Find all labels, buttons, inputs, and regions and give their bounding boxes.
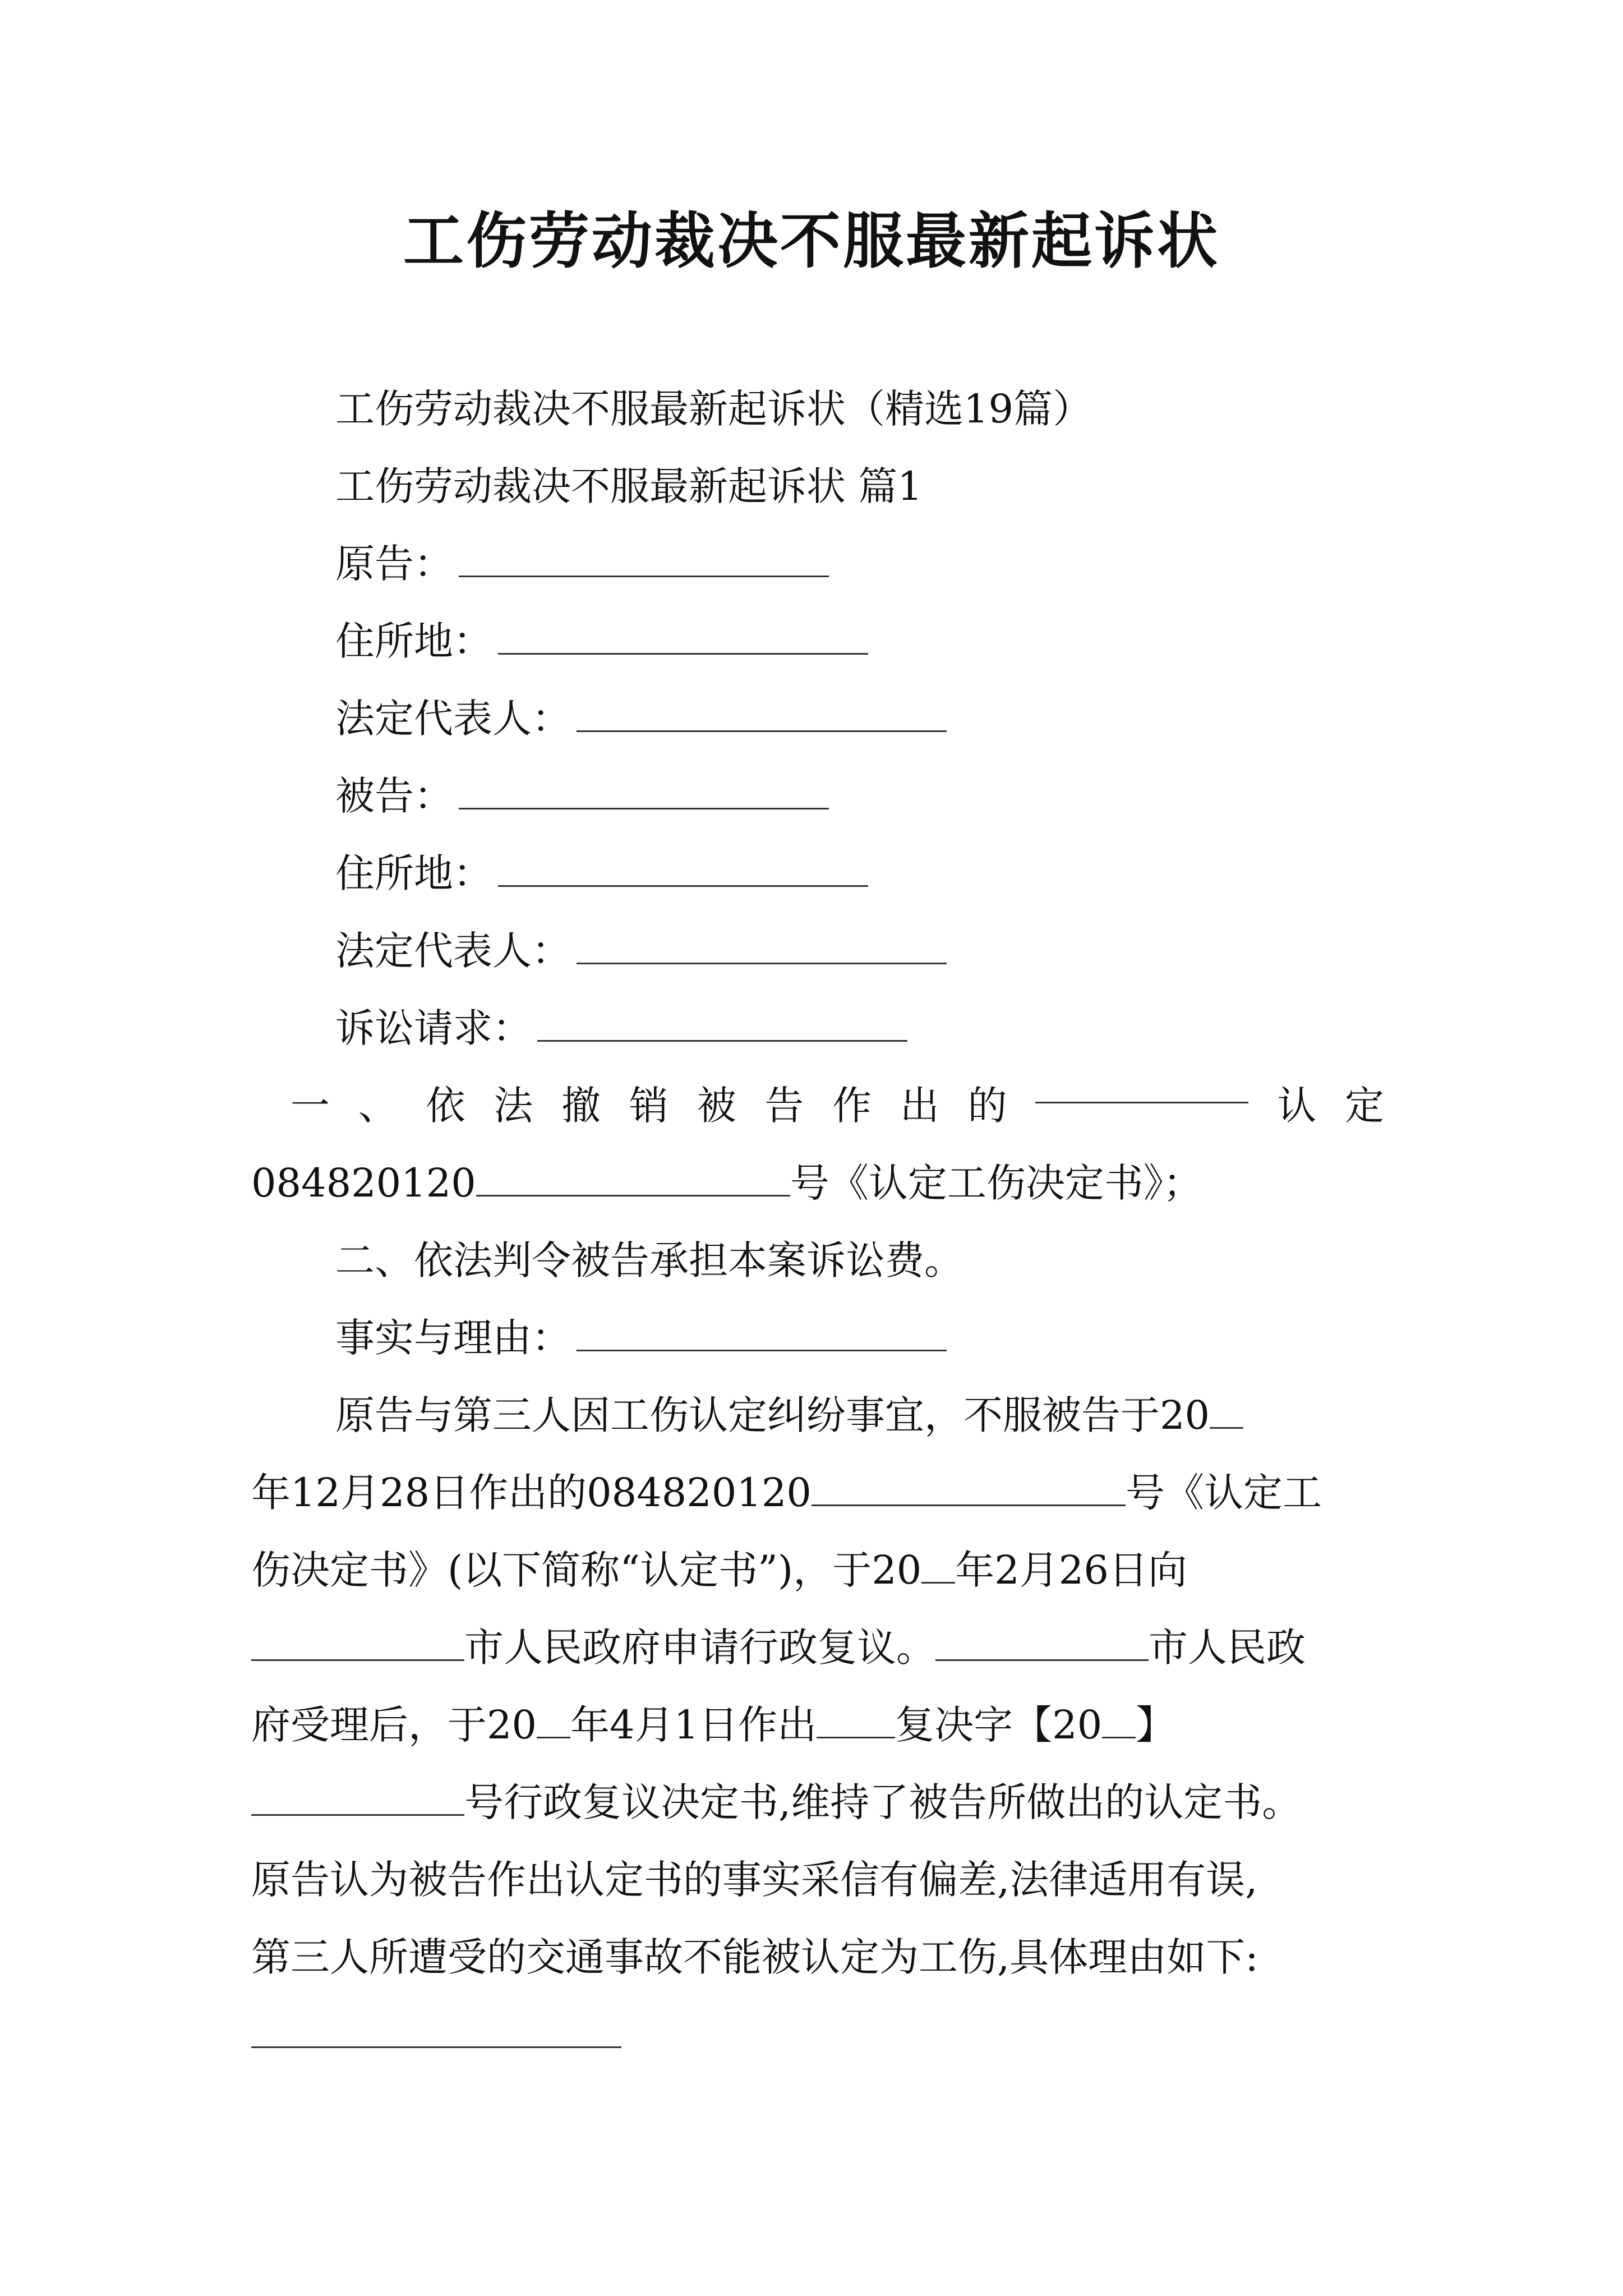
- defendant-rep-line: [251, 912, 1384, 990]
- claim1-continued: [251, 1144, 1384, 1222]
- para-text: 府受理后，于20: [251, 1702, 537, 1748]
- plaintiff-address-blank: [498, 618, 868, 655]
- claim1-char: 销: [629, 1083, 668, 1129]
- para-line-5: [251, 1686, 1384, 1764]
- claim1-char: 一: [291, 1083, 330, 1129]
- claim1-char: 作: [832, 1083, 872, 1129]
- defendant-address-label: 住所地：: [335, 850, 492, 896]
- plaintiff-blank: [459, 541, 829, 577]
- para-line-8: 第三人所遭受的交通事故不能被认定为工伤,具体理由如下:: [251, 1934, 1258, 1980]
- claim1-char: 出: [900, 1083, 939, 1129]
- prefix-blank: [817, 1702, 895, 1738]
- defendant-blank: [459, 773, 829, 809]
- claim1-char: 的: [967, 1083, 1007, 1129]
- para-text: 号行政复议决定书,维持了被告所做出的认定书。: [464, 1779, 1302, 1825]
- claim1-char: 撤: [561, 1083, 601, 1129]
- number-blank: [811, 1470, 1126, 1506]
- facts-blank: [577, 1315, 947, 1351]
- year-blank: [1210, 1392, 1243, 1429]
- para-text: 伤决定书》(以下简称“认定书”)，于20: [251, 1547, 922, 1593]
- year-blank: [537, 1702, 570, 1738]
- defendant-rep-label: 法定代表人：: [335, 928, 571, 974]
- claim1-char: 定: [1344, 1083, 1384, 1129]
- number-blank: [251, 1779, 464, 1816]
- city-blank: [251, 1625, 464, 1661]
- claims-line: [251, 990, 1384, 1067]
- claim1-blank: [1035, 1067, 1248, 1103]
- claim1-char: 被: [697, 1083, 736, 1129]
- plaintiff-rep-line: [251, 680, 1384, 757]
- document-title: 工伤劳动裁决不服最新起诉状: [403, 206, 1220, 277]
- plaintiff-rep-blank: [577, 696, 947, 732]
- plaintiff-address-label: 住所地：: [335, 618, 492, 664]
- para-line-4: [251, 1609, 1384, 1686]
- para-text: 原告与第三人因工伤认定纠纷事宜，不服被告于20: [335, 1392, 1210, 1438]
- claims-label: 诉讼请求：: [335, 1005, 532, 1051]
- decision-number: 084820120: [251, 1160, 476, 1206]
- plaintiff-address-line: [251, 602, 1384, 680]
- claims-blank: [537, 1005, 907, 1042]
- claim1-char: 认: [1277, 1083, 1317, 1129]
- para-line-7: 原告认为被告作出认定书的事实采信有偏差,法律适用有误,: [251, 1857, 1258, 1903]
- claim1-char: 法: [494, 1083, 533, 1129]
- plaintiff-rep-label: 法定代表人：: [335, 696, 571, 742]
- claim1-suffix: 号《认定工伤决定书》；: [790, 1160, 1202, 1206]
- year-blank: [921, 1547, 955, 1584]
- para-text: 市人民政府申请行政复议。: [464, 1625, 935, 1671]
- para-line-2: [251, 1454, 1384, 1531]
- claim1-line: [251, 1067, 1384, 1144]
- claim1-number-blank: [476, 1160, 790, 1197]
- para-text: 年12月28日作出的084820120: [251, 1470, 811, 1516]
- defendant-label: 被告：: [335, 773, 453, 819]
- subtitle: 工伤劳动裁决不服最新起诉状（精选19篇）: [335, 386, 1092, 432]
- defendant-address-line: [251, 835, 1384, 912]
- para-line-1: [251, 1377, 1384, 1454]
- defendant-rep-blank: [577, 928, 947, 964]
- plaintiff-line: [251, 525, 1384, 602]
- claim1-char: 、: [358, 1083, 398, 1129]
- reasons-blank: [251, 2012, 621, 2048]
- facts-line: [251, 1299, 1384, 1377]
- document-body: [251, 370, 1384, 2073]
- para-text: 市人民政: [1149, 1625, 1306, 1671]
- section-heading: 工伤劳动裁决不服最新起诉状 篇1: [335, 463, 923, 509]
- para-text: 】: [1136, 1702, 1175, 1748]
- para-text: 复决字【20: [895, 1702, 1103, 1748]
- plaintiff-label: 原告：: [335, 541, 453, 587]
- defendant-line: [251, 757, 1384, 835]
- city-blank: [935, 1625, 1149, 1661]
- para-text: 年4月1日作出: [570, 1702, 817, 1748]
- facts-label: 事实与理由：: [335, 1315, 571, 1361]
- claim2-line: 二、依法判令被告承担本案诉讼费。: [335, 1237, 963, 1283]
- para-text: 号《认定工: [1125, 1470, 1322, 1516]
- para-line-6: [251, 1764, 1384, 1841]
- para-line-9: [251, 1996, 1384, 2073]
- claim1-char: 依: [426, 1083, 465, 1129]
- para-text: 年2月26日向: [955, 1547, 1187, 1593]
- defendant-address-blank: [498, 850, 868, 887]
- claim1-char: 告: [764, 1083, 804, 1129]
- para-line-3: [251, 1531, 1384, 1609]
- year-blank: [1102, 1702, 1136, 1738]
